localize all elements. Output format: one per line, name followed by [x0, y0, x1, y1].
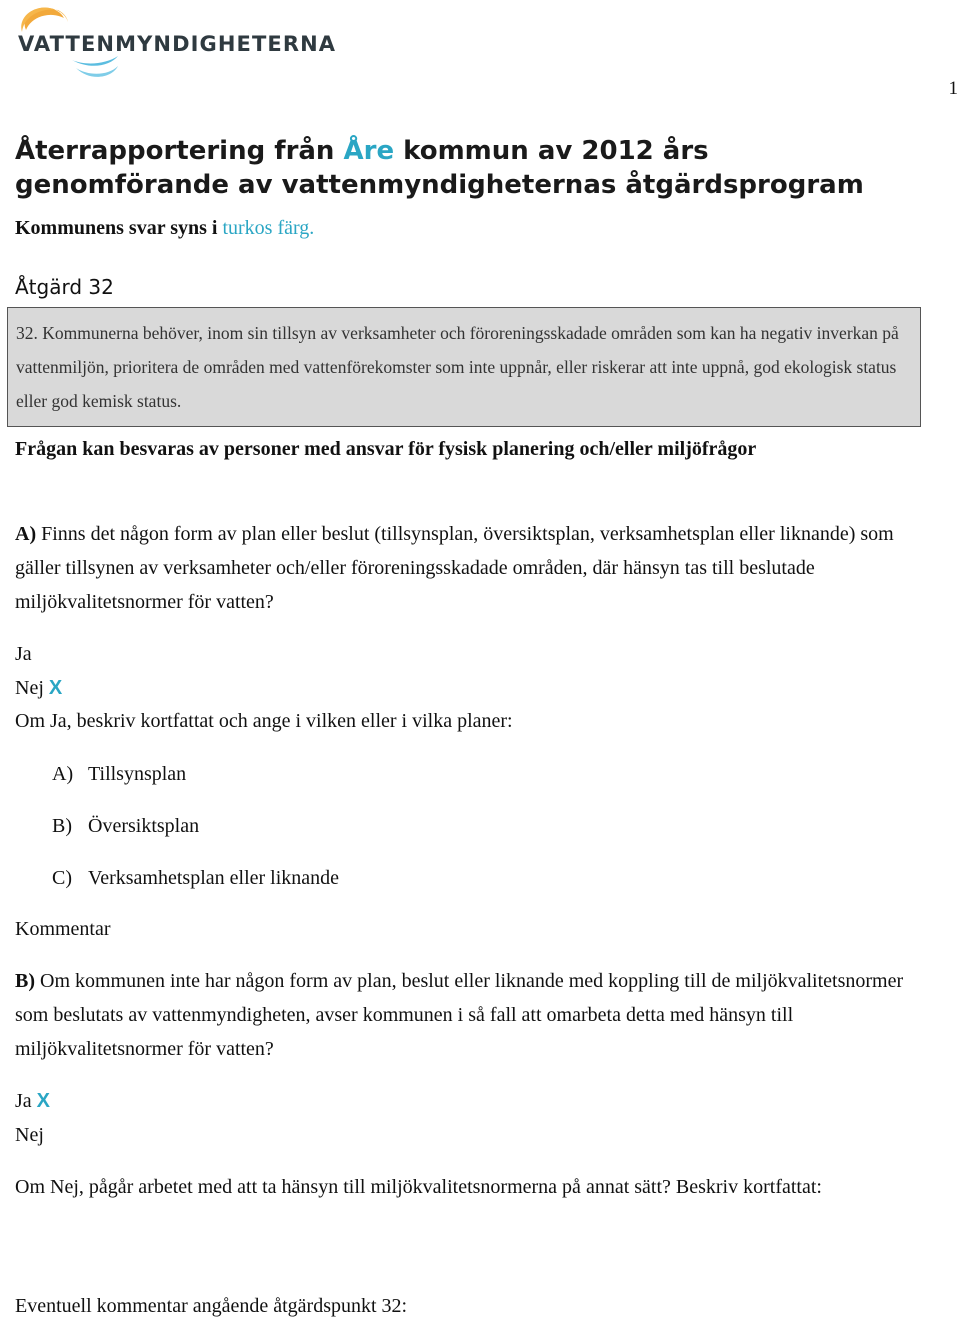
- audience-note: Frågan kan besvaras av personer med ansvar för fysisk planering och/eller miljöfrågor: [15, 438, 757, 460]
- municipality-name: Åre: [343, 136, 395, 166]
- answer-color-note: Kommunens svar syns i turkos färg.: [15, 217, 315, 239]
- plan-list-item: B) Översiktsplan: [52, 815, 200, 837]
- question-b: B) Om kommunen inte har någon form av plan, beslut eller liknande med koppling till de miljökvalitetsnormer som beslutats av vattenmyndigheten, avser kommunen i så fall att omarbeta detta med hänsyn till miljökvalitetsnormer för vatten?: [15, 970, 904, 1060]
- selected-mark: X: [48, 677, 63, 699]
- question-a-yes-option[interactable]: Ja: [15, 643, 32, 665]
- plan-list-item: A) Tillsynsplan: [52, 763, 187, 785]
- question-a-no-option[interactable]: Nej X: [15, 677, 63, 699]
- measure-description-box: 32. Kommunerna behöver, inom sin tillsyn av verksamheter och föroreningsskadade områden som kan ha negativ inverkan på vattenmiljön, prioritera de områden med vattenförekomster som inte uppnår, eller riskerar att inte uppnå, god ekologisk status eller god kemisk status.: [7, 307, 921, 427]
- final-comment-label: Eventuell kommentar angående åtgärdspunkt 32:: [15, 1295, 408, 1317]
- question-b-follow-up: Om Nej, pågår arbetet med att ta hänsyn till miljökvalitetsnormerna på annat sätt? Beskriv kortfattat:: [15, 1176, 822, 1198]
- logo-wordmark: VATTENMYNDIGHETERNA: [18, 32, 337, 56]
- question-a-follow-up: Om Ja, beskriv kortfattat och ange i vilken eller i vilka planer:: [15, 710, 513, 732]
- question-b-no-option[interactable]: Nej: [15, 1124, 44, 1146]
- page-number: 1: [948, 78, 958, 99]
- measure-heading: Åtgärd 32: [15, 275, 114, 299]
- question-b-yes-option[interactable]: Ja X: [15, 1090, 51, 1112]
- document-title: Återrapportering från Åre kommun av 2012 års genomförande av vattenmyndigheternas åtgärdsprogram: [15, 136, 864, 200]
- comment-label: Kommentar: [15, 918, 111, 940]
- plan-list-item: C) Verksamhetsplan eller liknande: [52, 867, 340, 889]
- vattenmyndigheterna-logo: [14, 4, 344, 84]
- selected-mark: X: [36, 1090, 51, 1112]
- question-a: A) Finns det någon form av plan eller beslut (tillsynsplan, översiktsplan, verksamhetsplan eller liknande) som gäller tillsynen av verksamheter och/eller föroreningsskadade områden, där hänsyn tas till beslutade miljökvalitetsnormer för vatten?: [15, 523, 894, 613]
